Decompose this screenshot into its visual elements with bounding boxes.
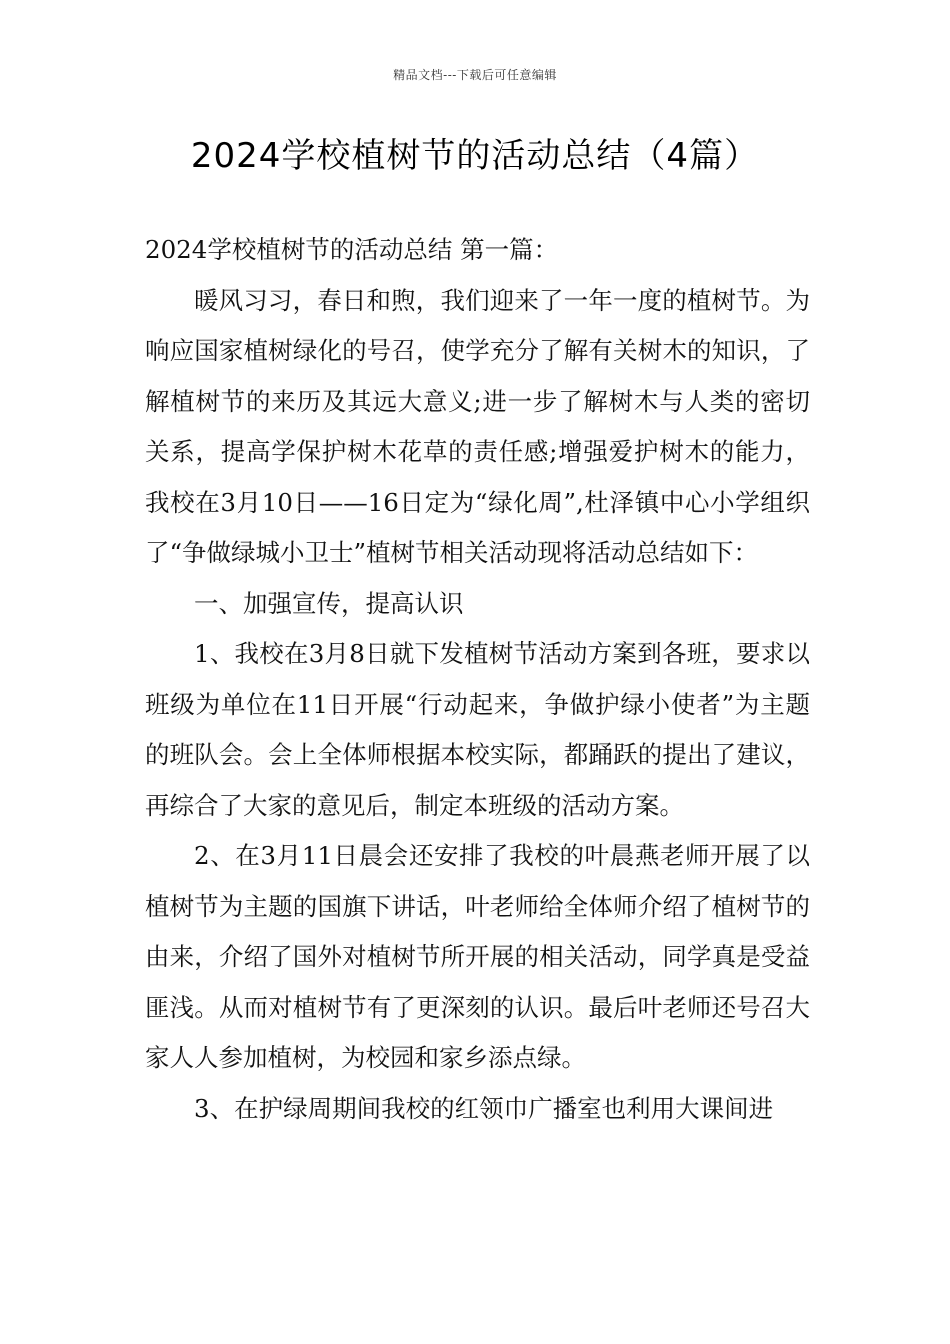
paragraph-item-3: 3、在护绿周期间我校的红领巾广播室也利用大课间进 bbox=[194, 1093, 774, 1123]
paragraph-item-1: 1、我校在3月8日就下发植树节活动方案到各班，要求以班级为单位在11日开展“行动起来，争做护绿小使者”为主题的班队会。会上全体师根据本校实际，都踊跃的提出了建议，再综合了大家的意见后，制定本班级的活动方案。 bbox=[145, 639, 810, 820]
document-title: 2024学校植树节的活动总结（4篇） bbox=[190, 136, 760, 176]
subheading-publicity: 一、加强宣传，提高认识 bbox=[194, 588, 464, 618]
section-heading: 2024学校植树节的活动总结 第一篇： bbox=[145, 235, 559, 264]
paragraph-intro: 暖风习习，春日和煦，我们迎来了一年一度的植树节。为响应国家植树绿化的号召，使学充分了解有关树木的知识，了解植树节的来历及其远大意义;进一步了解树木与人类的密切关系，提高学保护树木花草的责任感;增强爱护树木的能力，我校在3月10日——16日定为“绿化周”,杜泽镇中心小学组织了“争做绿城小卫士”植树节相关活动现将活动总结如下： bbox=[145, 285, 810, 567]
header-note: 精品文档---下载后可任意编辑 bbox=[393, 68, 557, 82]
document-body bbox=[145, 225, 810, 1134]
paragraph-item-2: 2、在3月11日晨会还安排了我校的叶晨燕老师开展了以植树节为主题的国旗下讲话，叶老师给全体师介绍了植树节的由来，介绍了国外对植树节所开展的相关活动，同学真是受益匪浅。从而对植树节有了更深刻的认识。最后叶老师还号召大家人人参加植树，为校园和家乡添点绿。 bbox=[145, 841, 810, 1072]
